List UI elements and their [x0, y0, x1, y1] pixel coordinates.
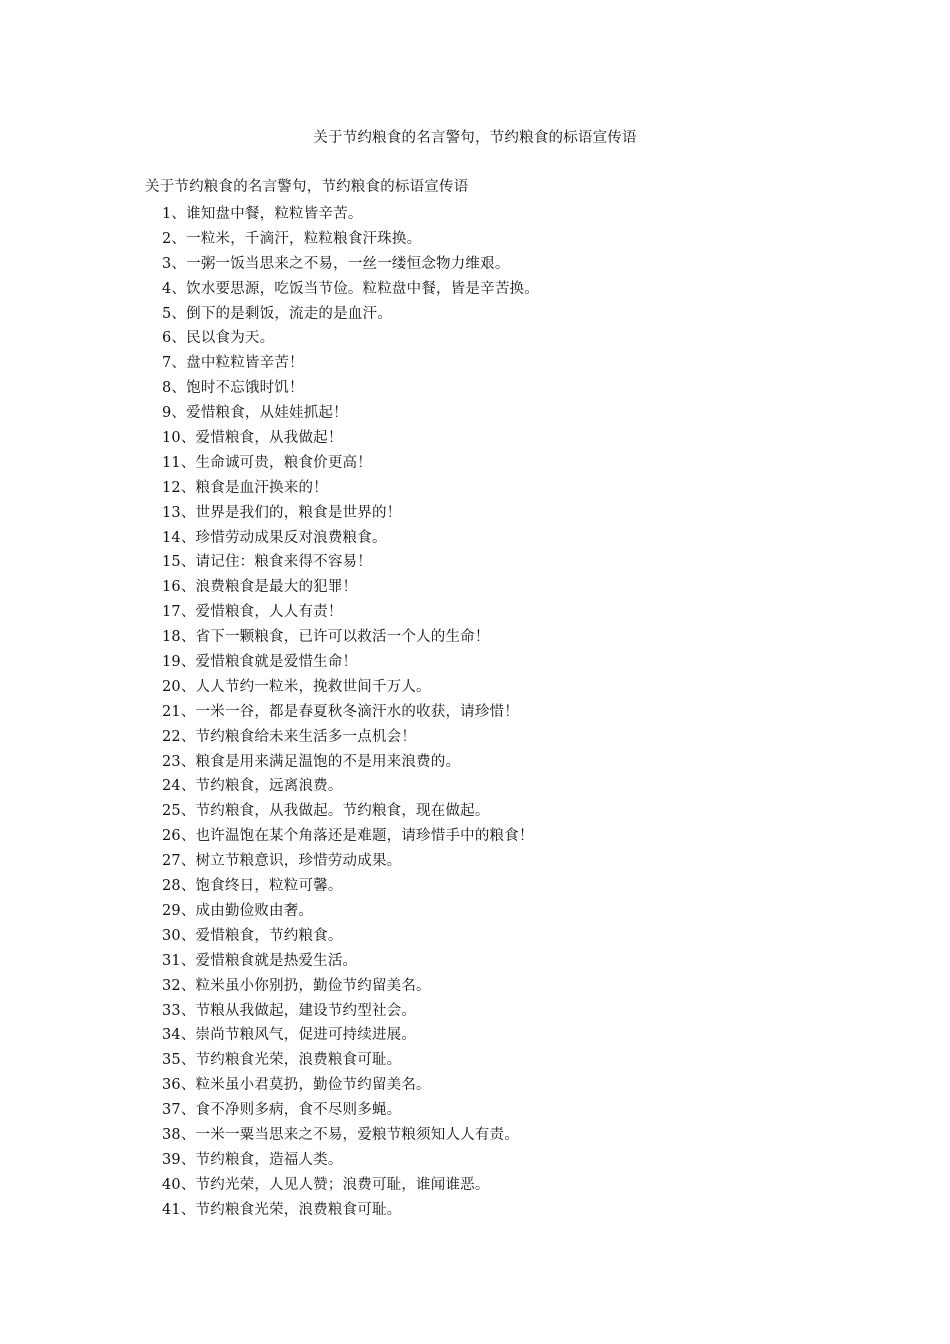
slogan-list — [162, 202, 539, 1223]
list-item: 19、爱惜粮食就是爱惜生命！ — [162, 654, 358, 671]
list-item: 7、盘中粒粒皆辛苦！ — [162, 355, 304, 372]
list-item: 32、粒米虽小你别扔，勤俭节约留美名。 — [162, 977, 431, 994]
list-item: 5、倒下的是剩饭，流走的是血汗。 — [162, 305, 392, 322]
list-item: 27、树立节粮意识，珍惜劳动成果。 — [162, 853, 402, 870]
list-item: 14、珍惜劳动成果反对浪费粮食。 — [162, 529, 387, 546]
list-item: 12、粮食是血汗换来的！ — [162, 479, 328, 496]
list-item: 35、节约粮食光荣，浪费粮食可耻。 — [162, 1052, 402, 1069]
list-item: 17、爱惜粮食，人人有责！ — [162, 604, 343, 621]
list-item: 18、省下一颗粮食，已许可以救活一个人的生命！ — [162, 629, 490, 646]
list-item: 1、谁知盘中餐，粒粒皆辛苦。 — [162, 206, 363, 222]
list-item: 38、一米一粟当思来之不易，爱粮节粮须知人人有责。 — [162, 1126, 519, 1143]
list-item: 41、节约粮食光荣，浪费粮食可耻。 — [162, 1201, 402, 1218]
list-item: 9、爱惜粮食，从娃娃抓起！ — [162, 405, 348, 422]
list-item: 23、粮食是用来满足温饱的不是用来浪费的。 — [162, 753, 461, 770]
list-item: 20、人人节约一粒米，挽救世间千万人。 — [162, 678, 431, 695]
list-item: 2、一粒米，千滴汗，粒粒粮食汗珠换。 — [162, 230, 422, 247]
list-item: 11、生命诚可贵，粮食价更高！ — [162, 454, 372, 471]
document-title: 关于节约粮食的名言警句，节约粮食的标语宣传语 — [313, 130, 637, 146]
list-item: 21、一米一谷，都是春夏秋冬滴汗水的收获，请珍惜！ — [162, 703, 519, 720]
list-item: 26、也许温饱在某个角落还是难题，请珍惜手中的粮食！ — [162, 828, 534, 845]
list-item: 36、粒米虽小君莫扔，勤俭节约留美名。 — [162, 1077, 431, 1094]
list-item: 33、节粮从我做起，建设节约型社会。 — [162, 1002, 417, 1019]
list-item: 13、世界是我们的，粮食是世界的！ — [162, 504, 402, 521]
document-subtitle: 关于节约粮食的名言警句，节约粮食的标语宣传语 — [145, 179, 469, 195]
list-item: 8、饱时不忘饿时饥！ — [162, 380, 304, 397]
list-item: 15、请记住：粮食来得不容易！ — [162, 554, 372, 571]
list-item: 40、节约光荣，人见人赞；浪费可耻，谁闻谁恶。 — [162, 1176, 490, 1193]
list-item: 25、节约粮食，从我做起。节约粮食，现在做起。 — [162, 803, 490, 820]
list-item: 28、饱食终日，粒粒可馨。 — [162, 878, 343, 895]
list-item: 31、爱惜粮食就是热爱生活。 — [162, 952, 358, 969]
list-item: 34、崇尚节粮风气，促进可持续进展。 — [162, 1027, 417, 1044]
list-item: 24、节约粮食，远离浪费。 — [162, 778, 343, 795]
list-item: 10、爱惜粮食，从我做起！ — [162, 430, 343, 447]
list-item: 3、一粥一饭当思来之不易，一丝一缕恒念物力维艰。 — [162, 255, 510, 272]
list-item: 6、民以食为天。 — [162, 330, 275, 347]
list-item: 4、饮水要思源，吃饭当节俭。粒粒盘中餐，皆是辛苦换。 — [162, 280, 539, 297]
list-item: 29、成由勤俭败由奢。 — [162, 902, 314, 919]
list-item: 30、爱惜粮食，节约粮食。 — [162, 927, 343, 944]
list-item: 37、食不净则多病，食不尽则多蝇。 — [162, 1102, 402, 1119]
list-item: 22、节约粮食给未来生活多一点机会！ — [162, 728, 417, 745]
list-item: 16、浪费粮食是最大的犯罪！ — [162, 579, 358, 596]
list-item: 39、节约粮食，造福人类。 — [162, 1151, 343, 1168]
